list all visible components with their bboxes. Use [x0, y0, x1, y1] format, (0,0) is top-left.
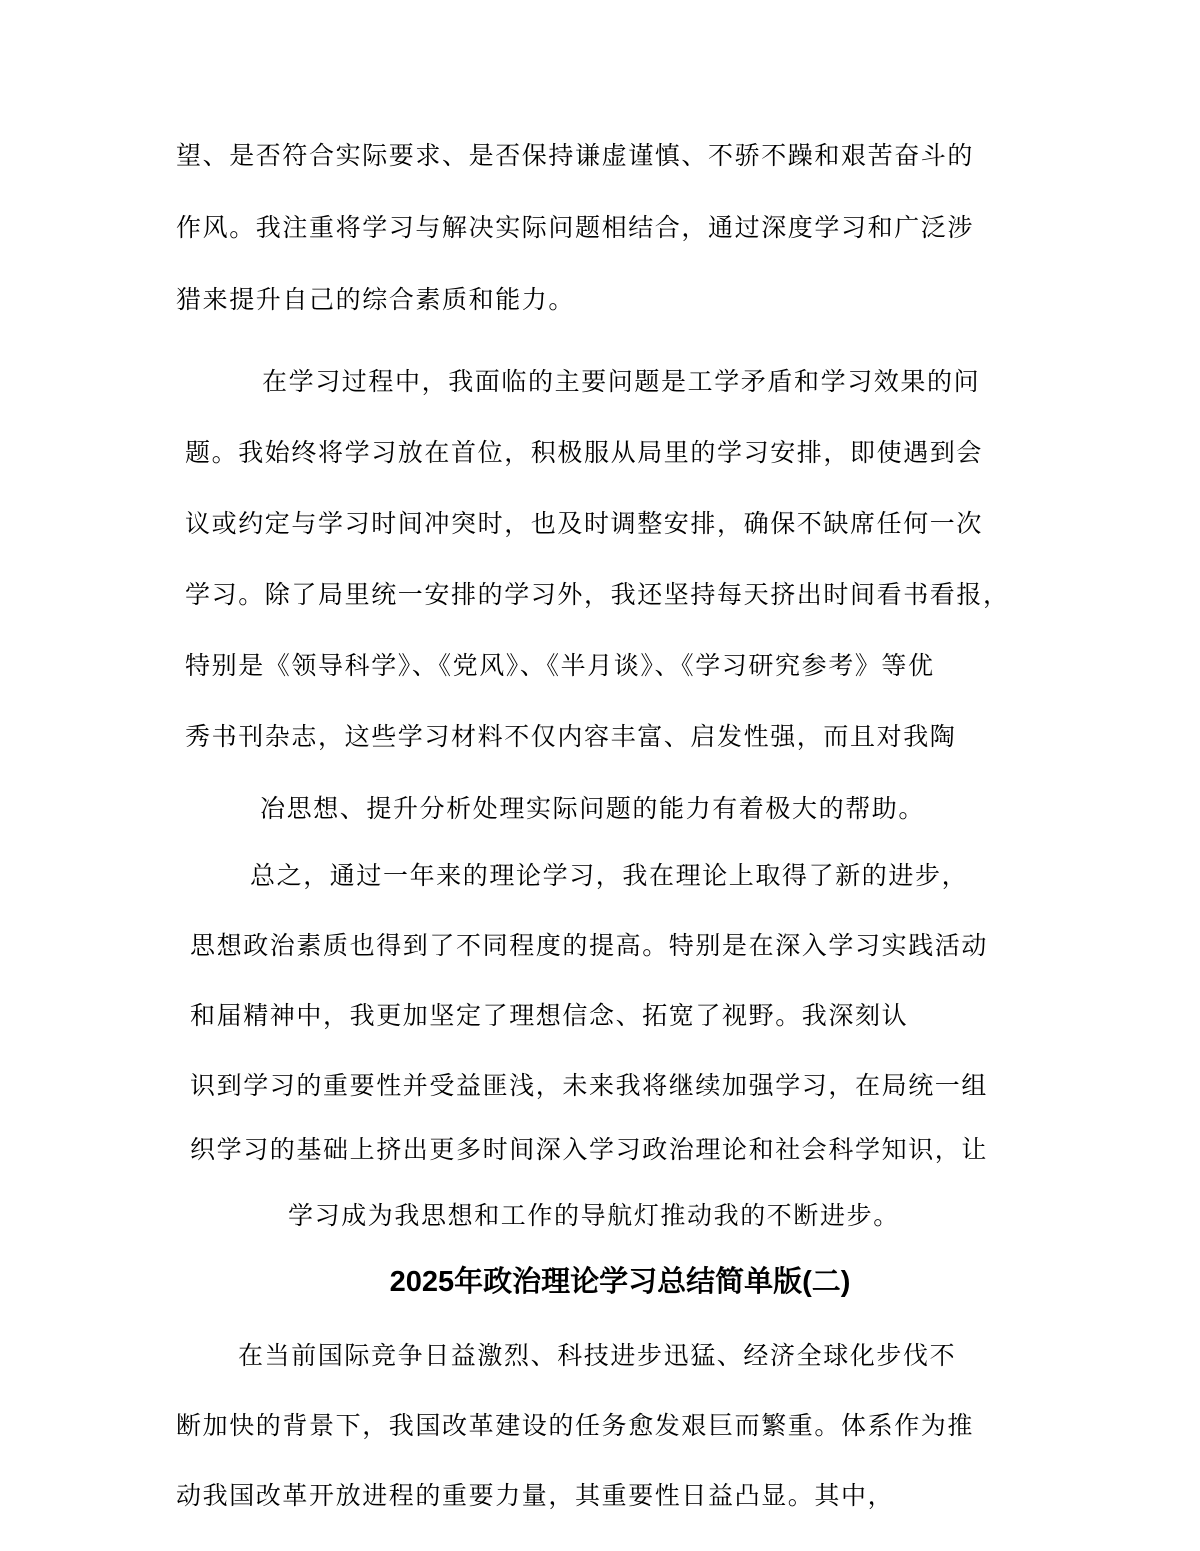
- paragraph-line: 识到学习的重要性并受益匪浅，未来我将继续加强学习，在局统一组: [190, 1071, 989, 1100]
- paragraph-line: 总之，通过一年来的理论学习，我在理论上取得了新的进步，: [250, 861, 969, 890]
- paragraph-line: 学习。除了局里统一安排的学习外，我还坚持每天挤出时间看书看报，: [185, 580, 1010, 609]
- paragraph-line: 望、是否符合实际要求、是否保持谦虚谨慎、不骄不躁和艰苦奋斗的: [176, 141, 975, 170]
- paragraph-line: 冶思想、提升分析处理实际问题的能力有着极大的帮助。: [260, 794, 926, 823]
- paragraph-line: 和届精神中，我更加坚定了理想信念、拓宽了视野。我深刻认: [190, 1001, 909, 1030]
- paragraph-line: 思想政治素质也得到了不同程度的提高。特别是在深入学习实践活动: [190, 931, 989, 960]
- paragraph-line: 秀书刊杂志，这些学习材料不仅内容丰富、启发性强，而且对我陶: [185, 722, 957, 751]
- paragraph-line: 议或约定与学习时间冲突时，也及时调整安排，确保不缺席任何一次: [185, 509, 984, 538]
- paragraph-line: 断加快的背景下，我国改革建设的任务愈发艰巨而繁重。体系作为推: [176, 1411, 975, 1440]
- paragraph-line: 特别是《领导科学》、《党风》、《半月谈》、《学习研究参考》等优: [185, 651, 935, 680]
- paragraph-line: 学习成为我思想和工作的导航灯推动我的不断进步。: [288, 1201, 900, 1230]
- paragraph-line: 在当前国际竞争日益激烈、科技进步迅猛、经济全球化步伐不: [238, 1341, 957, 1370]
- paragraph-line: 织学习的基础上挤出更多时间深入学习政治理论和社会科学知识，让: [190, 1135, 989, 1164]
- paragraph-line: 猎来提升自己的综合素质和能力。: [176, 285, 576, 314]
- paragraph-line: 题。我始终将学习放在首位，积极服从局里的学习安排，即使遇到会: [185, 438, 984, 467]
- paragraph-line: 作风。我注重将学习与解决实际问题相结合，通过深度学习和广泛涉: [176, 213, 975, 242]
- section-title: 2025年政治理论学习总结简单版(二): [389, 1266, 851, 1298]
- paragraph-line: 在学习过程中，我面临的主要问题是工学矛盾和学习效果的问: [262, 367, 981, 396]
- paragraph-line: 动我国改革开放进程的重要力量，其重要性日益凸显。其中，: [176, 1481, 895, 1510]
